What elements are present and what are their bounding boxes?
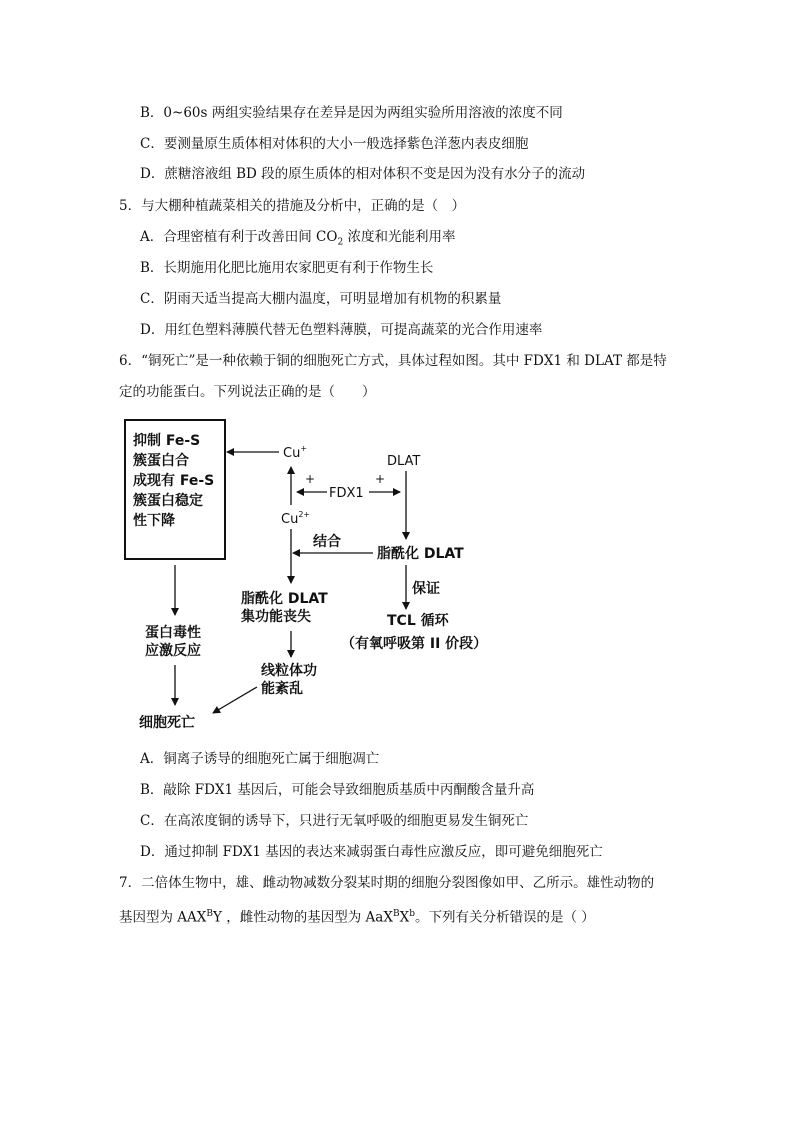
aggregation-line-2: 集功能丧失 xyxy=(241,609,311,625)
option-text: 敲除 FDX1 基因后，可能会导致细胞质基质中丙酮酸含量升高 xyxy=(163,782,535,798)
cu-plus-label: Cu+ xyxy=(283,444,308,461)
prev-option-d xyxy=(140,165,585,183)
fdx1-label: FDX1 xyxy=(329,486,364,501)
box-line-2: 簇蛋白合 xyxy=(133,453,189,469)
option-label: C． xyxy=(140,813,164,829)
bind-label: 结合 xyxy=(313,534,341,550)
cell-death-label: 细胞死亡 xyxy=(139,715,195,731)
tcl-cycle-label: TCL 循环 xyxy=(387,613,449,629)
question-6-stem-line1: 6．“铜死亡”是一种依赖于铜的细胞死亡方式，具体过程如图。其中 FDX1 和 DLAT 都是特 xyxy=(119,353,667,369)
stress-line-2: 应激反应 xyxy=(145,643,201,659)
q6-option-c xyxy=(140,812,528,830)
guarantee-label: 保证 xyxy=(412,581,440,597)
option-text: 铜离子诱导的细胞死亡属于细胞凋亡 xyxy=(163,751,380,767)
option-text: 蔗糖溶液组 BD 段的原生质体的相对体积不变是因为没有水分子的流动 xyxy=(164,166,586,182)
arrow-mito-to-death xyxy=(213,687,257,713)
option-label: A． xyxy=(140,751,164,767)
dlat-label: DLAT xyxy=(387,454,421,469)
box-line-5: 性下降 xyxy=(133,513,175,529)
box-line-3: 成现有 Fe-S xyxy=(133,473,215,489)
option-text: 通过抑制 FDX1 基因的表达来减弱蛋白毒性应激反应，即可避免细胞死亡 xyxy=(164,844,603,860)
cu2-plus-label: $Cu^{2+}$ xyxy=(281,510,311,527)
prev-option-b xyxy=(140,104,563,122)
prev-option-c xyxy=(140,135,528,153)
mito-line-2: 能紊乱 xyxy=(261,681,303,697)
mito-line-1: 线粒体功 xyxy=(261,663,317,679)
question-7-line1: 7．二倍体生物中，雄、雌动物减数分裂某时期的细胞分裂图像如甲、乙所示。雄性动物的 xyxy=(119,875,655,891)
q5-option-d xyxy=(140,321,542,339)
option-text: 在高浓度铜的诱导下，只进行无氧呼吸的细胞更易发生铜死亡 xyxy=(163,813,529,829)
copper-death-diagram xyxy=(115,415,515,745)
option-label: D． xyxy=(140,166,165,182)
aggregation-line-1: 脂酰化 DLAT xyxy=(241,591,328,607)
option-label: D． xyxy=(140,844,165,860)
option-label: C． xyxy=(140,291,164,307)
option-text: 用红色塑料薄膜代替无色塑料薄膜，可提高蔬菜的光合作用速率 xyxy=(164,322,543,338)
option-text: 浓度和光能利用率 xyxy=(343,229,456,245)
option-label: B． xyxy=(140,782,164,798)
lipoylated-dlat-label: 脂酰化 DLAT xyxy=(377,546,464,562)
q5-option-b xyxy=(140,259,433,277)
option-label: A． xyxy=(140,229,164,245)
option-text: 合理密植有利于改善田间 CO xyxy=(163,229,338,245)
subscript: 2 xyxy=(337,237,344,248)
q6-option-b xyxy=(140,781,534,799)
plus-sign-1: + xyxy=(305,472,316,486)
option-text: 长期施用化肥比施用农家肥更有利于作物生长 xyxy=(163,260,434,276)
box-line-4: 簇蛋白稳定 xyxy=(133,493,203,509)
question-7-line2: 基因型为 $AAX^BY$ ，雌性动物的基因型为 $AaX^BX^b$。下列有关分析错误的是（ ） xyxy=(119,909,595,926)
aerobic-stage-label: （有氧呼吸第 II 价段） xyxy=(341,636,488,652)
option-text: 0~60s 两组实验结果存在差异是因为两组实验所用溶液的浓度不同 xyxy=(163,105,563,121)
plus-sign-2: + xyxy=(375,472,386,486)
option-label: C． xyxy=(140,136,164,152)
q5-option-a xyxy=(140,228,455,252)
box-line-1: 抑制 Fe-S xyxy=(133,433,201,449)
option-label: D． xyxy=(140,322,165,338)
q6-option-d xyxy=(140,843,603,861)
option-text: 要测量原生质体相对体积的大小一般选择紫色洋葱内表皮细胞 xyxy=(163,136,529,152)
question-5-stem: 5．与大棚种植蔬菜相关的措施及分析中，正确的是（ ） xyxy=(119,198,466,214)
option-label: B． xyxy=(140,260,164,276)
option-label: B． xyxy=(140,105,164,121)
option-text: 阴雨天适当提高大棚内温度，可明显增加有机物的积累量 xyxy=(163,291,502,307)
q5-option-c xyxy=(140,290,501,308)
stress-line-1: 蛋白毒性 xyxy=(145,625,201,641)
question-6-stem-line2: 定的功能蛋白。下列说法正确的是（ ） xyxy=(119,384,376,400)
q6-option-a xyxy=(140,750,379,768)
